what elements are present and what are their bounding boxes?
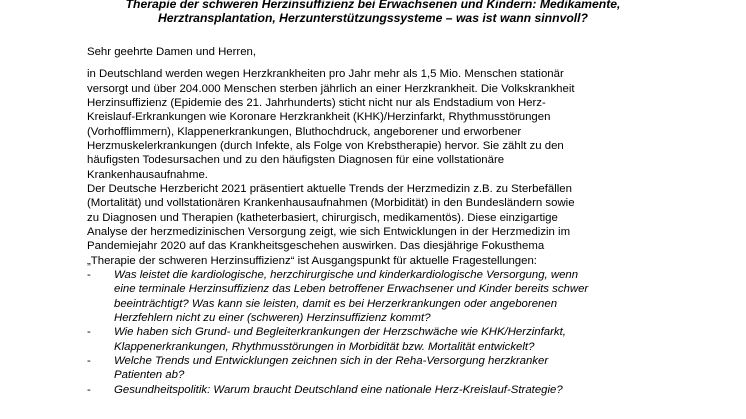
list-item-line: Herzfehlern nicht zu einer (schweren) Herzinsuffizienz kommt? — [114, 312, 431, 324]
paragraph-2-line: Der Deutsche Herzbericht 2021 präsentiert aktuelle Trends der Herzmedizin z.B. zu Sterbefällen — [87, 183, 572, 195]
list-item-line: Wie haben sich Grund- und Begleiterkrankungen der Herzschwäche wie KHK/Herzinfarkt, — [114, 326, 566, 338]
paragraph-1-line: häufigsten Todesursachen und zu den häufigsten Diagnosen für eine vollstationäre — [87, 154, 505, 166]
paragraph-1-line: versorgt und über 204.000 Menschen sterben jährlich an einer Herzkrankheit. Die Volkskrankheit — [87, 83, 575, 95]
paragraph-2-line: Pandemiejahr 2020 auf das Krankheitsgeschehen auswirken. Das diesjährige Fokusthema — [87, 240, 545, 252]
list-item-line: Klappenerkrankungen, Rhythmusstörungen in Morbidität bzw. Mortalität entwickelt? — [114, 341, 535, 353]
list-item-line: beeinträchtigt? Was kann sie leisten, damit es bei Herzerkrankungen oder angeborenen — [114, 298, 558, 310]
paragraph-1-line: (Vorhofflimmern), Klappenerkrankungen, Bluthochdruck, angeborener und erworbener — [87, 126, 522, 138]
paragraph-1-line: in Deutschland werden wegen Herzkrankheiten pro Jahr mehr als 1,5 Mio. Menschen stationär — [87, 68, 564, 80]
paragraph-1-line: Herzmuskelerkrankungen (durch Infekte, als Folge von Krebstherapie) hervor. Sie zählt zu den — [87, 140, 564, 152]
paragraph-2-line: (Mortalität) und vollstationären Krankenhausaufnahmen (Morbidität) in den Bundesländern sowie — [87, 197, 575, 209]
list-item-line: Was leistet die kardiologische, herzchirurgische und kinderkardiologische Versorgung, wenn — [114, 269, 579, 281]
list-bullet: - — [87, 384, 91, 396]
list-bullet: - — [87, 269, 91, 281]
paragraph-2-line: Analyse der herzmedizinischen Versorgung zeigt, wie sich Entwicklungen in der Herzmedizin im — [87, 226, 571, 238]
list-item-line: Gesundheitspolitik: Warum braucht Deutschland eine nationale Herz-Kreislauf-Strategie? — [114, 384, 563, 396]
paragraph-1-line: Krankenhausaufnahme. — [87, 169, 208, 181]
paragraph-2-line: „Therapie der schweren Herzinsuffizienz“ ist Ausgangspunkt für aktuelle Fragestellungen: — [87, 255, 537, 267]
title-line-1: Therapie der schweren Herzinsuffizienz bei Erwachsenen und Kindern: Medikamente, — [125, 0, 621, 11]
paragraph-1-line: Herzinsuffizienz (Epidemie des 21. Jahrhunderts) sticht nicht nur als Endstadium von Herz- — [87, 97, 546, 109]
list-bullet: - — [87, 355, 91, 367]
list-item-line: Welche Trends und Entwicklungen zeichnen sich in der Reha-Versorgung herzkranker — [114, 355, 549, 367]
paragraph-1-line: Kreislauf-Erkrankungen wie Koronare Herzkrankheit (KHK)/Herzinfarkt, Rhythmusstörungen — [87, 111, 551, 123]
paragraph-2-line: zu Diagnosen und Therapien (katheterbasiert, chirurgisch, medikamentös). Diese einzigartige — [87, 212, 558, 224]
list-bullet: - — [87, 326, 91, 338]
title-line-2: Herztransplantation, Herzunterstützungssysteme – was ist wann sinnvoll? — [157, 11, 589, 25]
list-item-line: Patienten ab? — [114, 369, 185, 381]
salutation: Sehr geehrte Damen und Herren, — [87, 46, 257, 58]
list-item-line: eine terminale Herzinsuffizienz das Leben betroffener Erwachsener und Kinder bereits schwer — [114, 283, 589, 295]
